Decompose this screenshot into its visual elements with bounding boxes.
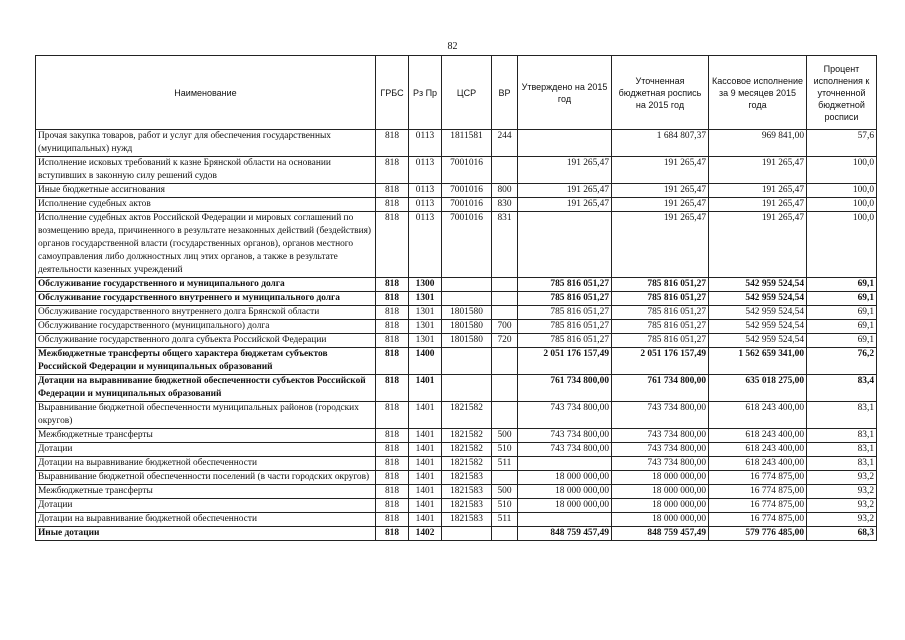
name-cell: Дотации на выравнивание бюджетной обеспеченности (36, 457, 376, 471)
grbs-cell: 818 (376, 130, 409, 157)
grbs-cell: 818 (376, 198, 409, 212)
approved-cell: 785 816 051,27 (518, 278, 612, 292)
budget-table (35, 55, 877, 541)
approved-cell (518, 130, 612, 157)
table-row (36, 348, 877, 375)
grbs-cell: 818 (376, 334, 409, 348)
percent-cell: 100,0 (807, 157, 877, 184)
rzpr-cell: 1301 (409, 334, 442, 348)
table-row (36, 334, 877, 348)
revised-cell: 191 265,47 (612, 184, 709, 198)
table-row (36, 198, 877, 212)
approved-cell: 191 265,47 (518, 198, 612, 212)
vr-cell: 720 (492, 334, 518, 348)
approved-cell (518, 212, 612, 278)
name-cell: Обслуживание государственного внутреннего долга Брянской области (36, 306, 376, 320)
vr-cell (492, 402, 518, 429)
vr-cell: 700 (492, 320, 518, 334)
rzpr-cell: 0113 (409, 157, 442, 184)
csr-cell: 1821582 (442, 443, 492, 457)
cash-cell: 969 841,00 (709, 130, 807, 157)
grbs-cell: 818 (376, 429, 409, 443)
grbs-cell: 818 (376, 457, 409, 471)
rzpr-cell: 0113 (409, 212, 442, 278)
grbs-cell: 818 (376, 402, 409, 429)
csr-cell: 1821583 (442, 499, 492, 513)
cash-cell: 16 774 875,00 (709, 513, 807, 527)
name-cell: Выравнивание бюджетной обеспеченности поселений (в части городских округов) (36, 471, 376, 485)
name-cell: Исполнение судебных актов (36, 198, 376, 212)
rzpr-cell: 1401 (409, 443, 442, 457)
csr-cell: 1801580 (442, 306, 492, 320)
cash-cell: 635 018 275,00 (709, 375, 807, 402)
name-cell: Иные дотации (36, 527, 376, 541)
rzpr-cell: 1401 (409, 513, 442, 527)
approved-cell: 761 734 800,00 (518, 375, 612, 402)
grbs-cell: 818 (376, 348, 409, 375)
percent-cell: 93,2 (807, 485, 877, 499)
grbs-cell: 818 (376, 306, 409, 320)
table-row (36, 513, 877, 527)
revised-cell: 785 816 051,27 (612, 334, 709, 348)
name-cell: Дотации (36, 499, 376, 513)
name-cell: Исполнение судебных актов Российской Федерации и мировых соглашений по возмещению вреда, причиненного в результате незаконных действий (бездействия) органов государственной власти (государственных органов), органов местного самоуправления либо должностных лиц этих органов, а также в результате деятельности казенных учреждений (36, 212, 376, 278)
header-approved: Утверждено на 2015 год (518, 56, 612, 130)
approved-cell: 785 816 051,27 (518, 320, 612, 334)
revised-cell: 18 000 000,00 (612, 471, 709, 485)
cash-cell: 618 243 400,00 (709, 443, 807, 457)
rzpr-cell: 1401 (409, 485, 442, 499)
approved-cell: 785 816 051,27 (518, 306, 612, 320)
percent-cell: 83,1 (807, 429, 877, 443)
cash-cell: 618 243 400,00 (709, 429, 807, 443)
header-vr: ВР (492, 56, 518, 130)
rzpr-cell: 0113 (409, 184, 442, 198)
vr-cell (492, 471, 518, 485)
table-row (36, 320, 877, 334)
name-cell: Обслуживание государственного внутреннего и муниципального долга (36, 292, 376, 306)
vr-cell (492, 375, 518, 402)
revised-cell: 18 000 000,00 (612, 499, 709, 513)
revised-cell: 848 759 457,49 (612, 527, 709, 541)
name-cell: Межбюджетные трансферты общего характера бюджетам субъектов Российской Федерации и муниципальных образований (36, 348, 376, 375)
vr-cell: 510 (492, 443, 518, 457)
grbs-cell: 818 (376, 499, 409, 513)
csr-cell: 1821583 (442, 485, 492, 499)
table-row (36, 402, 877, 429)
table-row (36, 306, 877, 320)
cash-cell: 191 265,47 (709, 157, 807, 184)
rzpr-cell: 1401 (409, 499, 442, 513)
cash-cell: 16 774 875,00 (709, 485, 807, 499)
cash-cell: 579 776 485,00 (709, 527, 807, 541)
rzpr-cell: 1401 (409, 457, 442, 471)
table-row (36, 527, 877, 541)
revised-cell: 18 000 000,00 (612, 485, 709, 499)
cash-cell: 191 265,47 (709, 198, 807, 212)
cash-cell: 191 265,47 (709, 184, 807, 198)
csr-cell (442, 278, 492, 292)
approved-cell: 848 759 457,49 (518, 527, 612, 541)
percent-cell: 93,2 (807, 499, 877, 513)
name-cell: Межбюджетные трансферты (36, 485, 376, 499)
csr-cell: 7001016 (442, 198, 492, 212)
vr-cell (492, 306, 518, 320)
rzpr-cell: 1401 (409, 429, 442, 443)
revised-cell: 743 734 800,00 (612, 457, 709, 471)
revised-cell: 191 265,47 (612, 198, 709, 212)
cash-cell: 16 774 875,00 (709, 471, 807, 485)
rzpr-cell: 1401 (409, 375, 442, 402)
approved-cell (518, 457, 612, 471)
cash-cell: 618 243 400,00 (709, 402, 807, 429)
table-row (36, 443, 877, 457)
grbs-cell: 818 (376, 485, 409, 499)
percent-cell: 93,2 (807, 471, 877, 485)
percent-cell: 100,0 (807, 198, 877, 212)
table-row (36, 292, 877, 306)
table-row (36, 485, 877, 499)
table-row (36, 499, 877, 513)
vr-cell: 830 (492, 198, 518, 212)
cash-cell: 542 959 524,54 (709, 292, 807, 306)
grbs-cell: 818 (376, 184, 409, 198)
grbs-cell: 818 (376, 320, 409, 334)
percent-cell: 69,1 (807, 306, 877, 320)
vr-cell (492, 278, 518, 292)
vr-cell (492, 157, 518, 184)
revised-cell: 18 000 000,00 (612, 513, 709, 527)
revised-cell: 743 734 800,00 (612, 402, 709, 429)
revised-cell: 785 816 051,27 (612, 292, 709, 306)
cash-cell: 1 562 659 341,00 (709, 348, 807, 375)
approved-cell: 191 265,47 (518, 157, 612, 184)
rzpr-cell: 1301 (409, 306, 442, 320)
vr-cell: 831 (492, 212, 518, 278)
name-cell: Обслуживание государственного и муниципального долга (36, 278, 376, 292)
rzpr-cell: 1401 (409, 471, 442, 485)
name-cell: Прочая закупка товаров, работ и услуг для обеспечения государственных (муниципальных) нужд (36, 130, 376, 157)
cash-cell: 16 774 875,00 (709, 499, 807, 513)
approved-cell: 18 000 000,00 (518, 471, 612, 485)
approved-cell: 18 000 000,00 (518, 499, 612, 513)
approved-cell: 743 734 800,00 (518, 429, 612, 443)
revised-cell: 2 051 176 157,49 (612, 348, 709, 375)
name-cell: Дотации на выравнивание бюджетной обеспеченности субъектов Российской Федерации и муниципальных образований (36, 375, 376, 402)
header-name: Наименование (36, 56, 376, 130)
approved-cell (518, 513, 612, 527)
table-header-row (36, 56, 877, 130)
table-row (36, 157, 877, 184)
grbs-cell: 818 (376, 292, 409, 306)
vr-cell: 511 (492, 457, 518, 471)
percent-cell: 69,1 (807, 320, 877, 334)
csr-cell: 7001016 (442, 157, 492, 184)
grbs-cell: 818 (376, 513, 409, 527)
percent-cell: 69,1 (807, 292, 877, 306)
csr-cell: 1811581 (442, 130, 492, 157)
table-row (36, 278, 877, 292)
header-percent: Процент исполнения к уточненной бюджетной росписи (807, 56, 877, 130)
csr-cell (442, 292, 492, 306)
grbs-cell: 818 (376, 375, 409, 402)
rzpr-cell: 1300 (409, 278, 442, 292)
percent-cell: 57,6 (807, 130, 877, 157)
table-row (36, 212, 877, 278)
csr-cell: 1821582 (442, 402, 492, 429)
rzpr-cell: 1402 (409, 527, 442, 541)
percent-cell: 93,2 (807, 513, 877, 527)
csr-cell: 1821583 (442, 513, 492, 527)
csr-cell: 1821582 (442, 457, 492, 471)
csr-cell: 1801580 (442, 334, 492, 348)
table-row (36, 429, 877, 443)
name-cell: Обслуживание государственного долга субъекта Российской Федерации (36, 334, 376, 348)
approved-cell: 191 265,47 (518, 184, 612, 198)
approved-cell: 785 816 051,27 (518, 292, 612, 306)
revised-cell: 743 734 800,00 (612, 429, 709, 443)
table-row (36, 375, 877, 402)
approved-cell: 785 816 051,27 (518, 334, 612, 348)
table-body (36, 130, 877, 541)
grbs-cell: 818 (376, 443, 409, 457)
cash-cell: 542 959 524,54 (709, 306, 807, 320)
table-row (36, 457, 877, 471)
name-cell: Выравнивание бюджетной обеспеченности муниципальных районов (городских округов) (36, 402, 376, 429)
csr-cell (442, 375, 492, 402)
revised-cell: 1 684 807,37 (612, 130, 709, 157)
percent-cell: 68,3 (807, 527, 877, 541)
percent-cell: 69,1 (807, 334, 877, 348)
header-grbs: ГРБС (376, 56, 409, 130)
percent-cell: 76,2 (807, 348, 877, 375)
percent-cell: 83,1 (807, 443, 877, 457)
grbs-cell: 818 (376, 527, 409, 541)
grbs-cell: 818 (376, 471, 409, 485)
vr-cell: 244 (492, 130, 518, 157)
cash-cell: 191 265,47 (709, 212, 807, 278)
cash-cell: 542 959 524,54 (709, 320, 807, 334)
csr-cell (442, 527, 492, 541)
rzpr-cell: 1400 (409, 348, 442, 375)
grbs-cell: 818 (376, 212, 409, 278)
cash-cell: 542 959 524,54 (709, 334, 807, 348)
vr-cell: 800 (492, 184, 518, 198)
vr-cell (492, 292, 518, 306)
csr-cell: 7001016 (442, 184, 492, 198)
rzpr-cell: 1301 (409, 292, 442, 306)
rzpr-cell: 0113 (409, 130, 442, 157)
page-number: 82 (447, 41, 458, 52)
approved-cell: 743 734 800,00 (518, 402, 612, 429)
cash-cell: 542 959 524,54 (709, 278, 807, 292)
percent-cell: 83,4 (807, 375, 877, 402)
rzpr-cell: 1301 (409, 320, 442, 334)
grbs-cell: 818 (376, 157, 409, 184)
revised-cell: 785 816 051,27 (612, 320, 709, 334)
name-cell: Исполнение исковых требований к казне Брянской области на основании вступивших в законную силу решений судов (36, 157, 376, 184)
revised-cell: 785 816 051,27 (612, 306, 709, 320)
revised-cell: 785 816 051,27 (612, 278, 709, 292)
percent-cell: 83,1 (807, 457, 877, 471)
approved-cell: 743 734 800,00 (518, 443, 612, 457)
table-row (36, 184, 877, 198)
revised-cell: 761 734 800,00 (612, 375, 709, 402)
csr-cell (442, 348, 492, 375)
table-row (36, 471, 877, 485)
name-cell: Дотации на выравнивание бюджетной обеспеченности (36, 513, 376, 527)
header-revised: Уточненная бюджетная роспись на 2015 год (612, 56, 709, 130)
vr-cell: 500 (492, 485, 518, 499)
percent-cell: 100,0 (807, 184, 877, 198)
csr-cell: 7001016 (442, 212, 492, 278)
header-cash: Кассовое исполнение за 9 месяцев 2015 года (709, 56, 807, 130)
csr-cell: 1821583 (442, 471, 492, 485)
csr-cell: 1801580 (442, 320, 492, 334)
vr-cell: 511 (492, 513, 518, 527)
vr-cell: 510 (492, 499, 518, 513)
name-cell: Иные бюджетные ассигнования (36, 184, 376, 198)
rzpr-cell: 0113 (409, 198, 442, 212)
revised-cell: 191 265,47 (612, 212, 709, 278)
vr-cell (492, 527, 518, 541)
table-row (36, 130, 877, 157)
approved-cell: 18 000 000,00 (518, 485, 612, 499)
grbs-cell: 818 (376, 278, 409, 292)
percent-cell: 69,1 (807, 278, 877, 292)
revised-cell: 743 734 800,00 (612, 443, 709, 457)
csr-cell: 1821582 (442, 429, 492, 443)
name-cell: Обслуживание государственного (муниципального) долга (36, 320, 376, 334)
name-cell: Дотации (36, 443, 376, 457)
approved-cell: 2 051 176 157,49 (518, 348, 612, 375)
vr-cell: 500 (492, 429, 518, 443)
name-cell: Межбюджетные трансферты (36, 429, 376, 443)
percent-cell: 100,0 (807, 212, 877, 278)
vr-cell (492, 348, 518, 375)
cash-cell: 618 243 400,00 (709, 457, 807, 471)
percent-cell: 83,1 (807, 402, 877, 429)
revised-cell: 191 265,47 (612, 157, 709, 184)
rzpr-cell: 1401 (409, 402, 442, 429)
header-rzpr: Рз Пр (409, 56, 442, 130)
header-csr: ЦСР (442, 56, 492, 130)
